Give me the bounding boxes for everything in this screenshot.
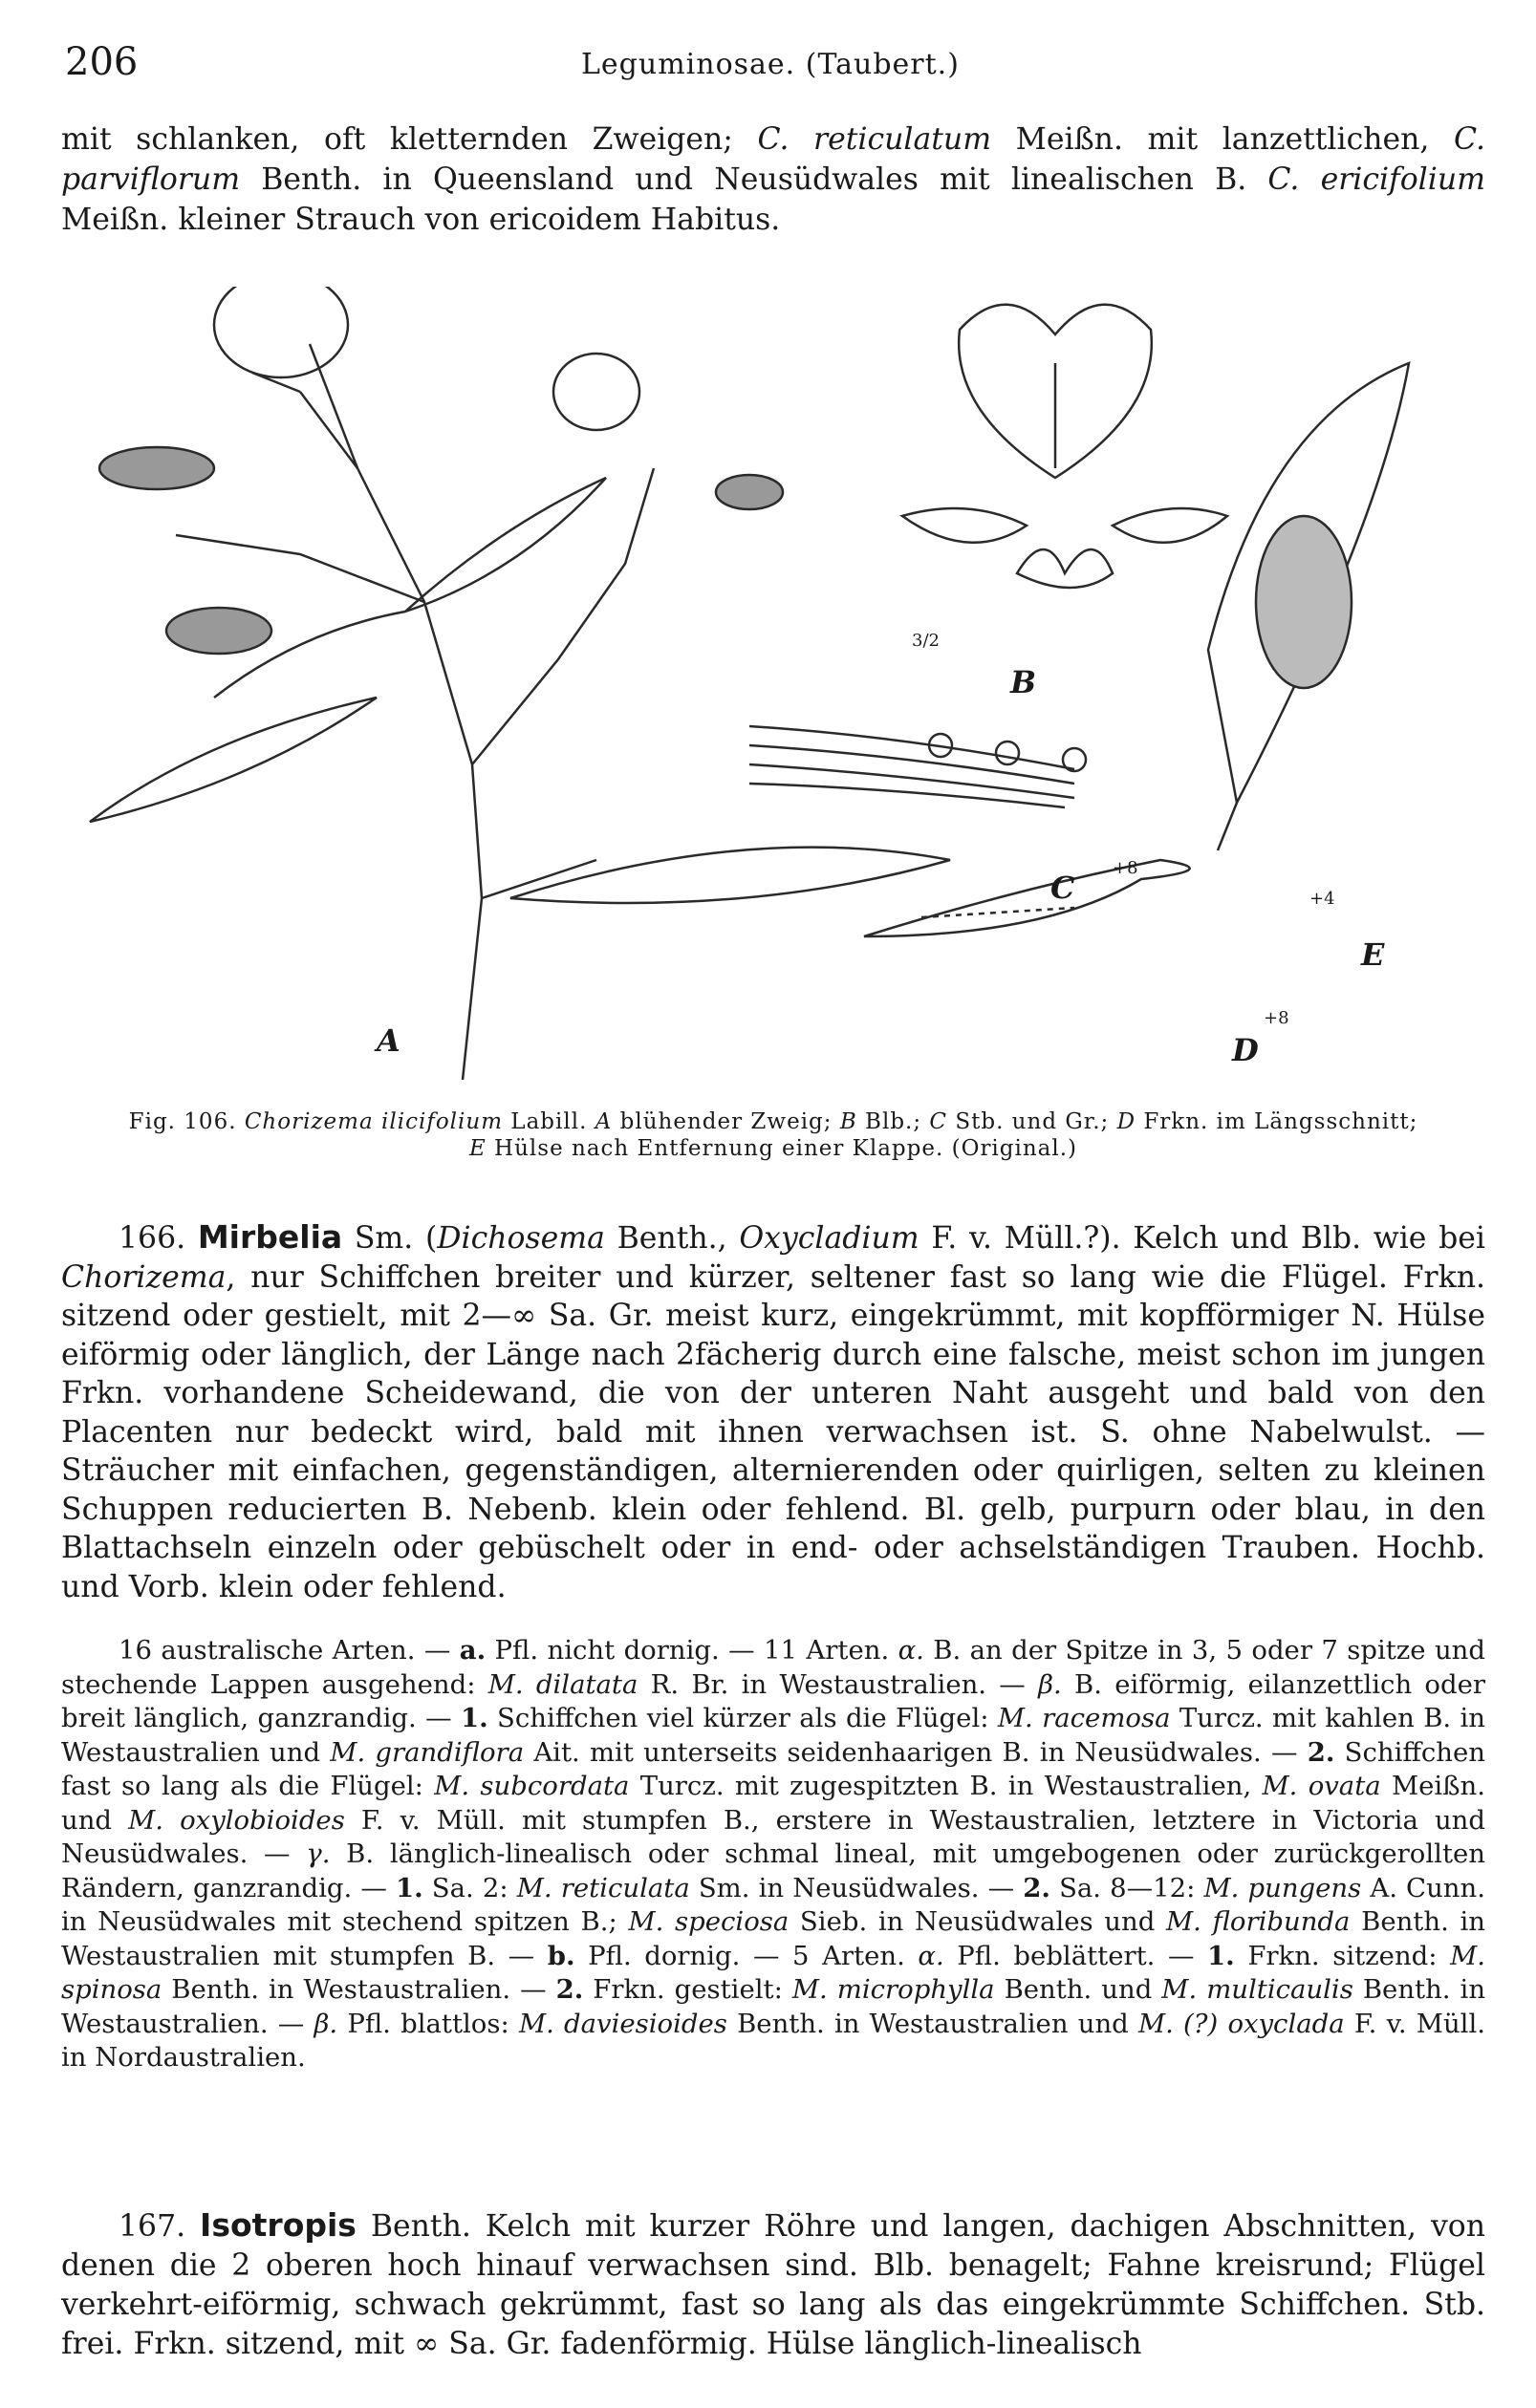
key-marker: α. — [918, 1940, 944, 1971]
genus-name: Mirbelia — [197, 1218, 343, 1256]
figure-label-b: B — [1010, 664, 1037, 700]
botanical-figure — [61, 287, 1476, 1089]
text-run: Labill. — [503, 1109, 595, 1134]
species-name: M. (?) oxyclada — [1137, 2008, 1345, 2039]
text-run: Sm. ( — [342, 1221, 438, 1256]
text-run: Benth. in Westaustralien. — — [61, 1974, 1486, 2039]
text-run: Sieb. in Neusüdwales und — [789, 1906, 1166, 1937]
text-run: Pfl. blattlos: — [337, 2008, 519, 2039]
text-run: F. v. Müll.?). Kelch und Blb. wie bei — [919, 1221, 1486, 1256]
scale-c: +8 — [1113, 858, 1138, 878]
figure-illustration — [61, 287, 1476, 1089]
text-run: Benth. und — [994, 1974, 1162, 2005]
species-name: M. daviesioides — [518, 2008, 727, 2039]
figure-label-e: E — [1361, 936, 1385, 973]
intro-paragraph — [61, 119, 1485, 240]
species-name: M. oxylobioides — [128, 1804, 345, 1836]
species-name: C. parviflorum — [61, 122, 1486, 197]
text-run: Meißn. und — [61, 1771, 1486, 1836]
pod-illustration — [1208, 363, 1409, 850]
text-run: B. an der Spitze in 3, 5 oder 7 spitze und stechende Lappen ausgehend: — [61, 1635, 1485, 1700]
key-marker: β. — [314, 2008, 338, 2039]
petals-illustration — [902, 305, 1227, 588]
text-run: B. eiförmig, eilanzettlich oder breit länglich, ganzrandig. — — [61, 1668, 1486, 1733]
species-name: M. dilatata — [487, 1668, 638, 1700]
species-name: M. floribunda — [1166, 1906, 1351, 1937]
text-run: Sa. 2: — [422, 1872, 517, 1903]
species-name: M. speciosa — [628, 1906, 790, 1937]
key-marker: 2. — [1307, 1736, 1335, 1768]
text-run: Turcz. mit kahlen B. in Westaustralien und — [61, 1703, 1486, 1768]
key-marker: 1. — [395, 1872, 423, 1903]
scale-d: +8 — [1264, 1008, 1289, 1028]
species-name: M. multicaulis — [1161, 1974, 1353, 2005]
genus-166-paragraph — [61, 1218, 1485, 1606]
text-run: Benth., — [604, 1221, 740, 1256]
text-run: 16 australische Arten. — — [119, 1635, 460, 1666]
running-title: Leguminosae. (Taubert.) — [581, 48, 960, 81]
ovary-section-illustration — [864, 860, 1190, 936]
text-run: Ait. mit unterseits seidenhaarigen B. in Neusüdwales. — — [524, 1736, 1308, 1768]
species-name: M. pungens — [1203, 1872, 1362, 1903]
text-run: Benth. in Westaustralien. — — [162, 1974, 556, 2005]
key-marker: 1. — [460, 1703, 488, 1733]
text-run: , nur Schiffchen breiter und kürzer, seltener fast so lang wie die Flügel. Frkn. sitzend oder gestielt, mit 2—∞ Sa. Gr. meist kurz, eingekrümmt, mit kopfförmiger N. Hülse eiförmig oder länglich, der Länge nach 2fächerig durch eine falsche, meist schon im jungen Frkn. vorhandene Scheidewand, die von der unteren Naht ausgeht und bald von den Placenten nur bedeckt wird, bald mit ihnen verwachsen ist. S. ohne Nabelwulst. — Sträucher mit einfachen, gegenständigen, alternierenden oder quirligen, selten zu kleinen Schuppen reducierten B. Nebenb. klein oder fehlend. Bl. gelb, purpurn oder blau, in den Blattachseln einzeln oder gebüschelt oder in end- oder achselständigen Trauben. Hochb. und Vorb. klein oder fehlend. — [61, 1259, 1485, 1604]
species-name: M. grandiflora — [330, 1736, 525, 1768]
figure-number: Fig. 106. — [128, 1109, 237, 1134]
genus-number: 166. — [119, 1221, 186, 1256]
text-run: Benth. Kelch mit kurzer Röhre und langen, dachigen Abschnitten, von denen die 2 oberen hoch hinauf verwachsen sind. Blb. benagelt; Fahne kreisrund; Flügel verkehrt-eiförmig, schwach gekrümmt, fast so lang als das eingekrümmte Schiffchen. Stb. frei. Frkn. sitzend, mit ∞ Sa. Gr. fadenförmig. Hülse länglich-linealisch — [61, 2209, 1486, 2361]
text-run: Benth. in Westaustralien und — [726, 2008, 1138, 2039]
caption-letter: E — [468, 1136, 487, 1161]
caption-species: Chorizema ilicifolium — [244, 1109, 503, 1134]
species-key-paragraph — [61, 1634, 1485, 2075]
key-marker: 1. — [1207, 1940, 1235, 1971]
species-name: C. ericifolium — [1267, 162, 1485, 197]
species-name: M. spinosa — [61, 1940, 1485, 2005]
caption-letter: B — [839, 1109, 857, 1134]
text-run: Meißn. kleiner Strauch von ericoidem Habitus. — [61, 203, 781, 237]
text-run: Pfl. beblättert. — — [943, 1940, 1208, 1971]
synonym: Dichosema — [437, 1221, 605, 1256]
page-header — [65, 40, 1480, 97]
species-name: M. microphylla — [791, 1974, 995, 2005]
text-run: Frkn. gestielt: — [583, 1974, 792, 2005]
text-run: Pfl. nicht dornig. — 11 Arten. — [486, 1635, 898, 1666]
text-run: Schiffchen fast so lang als die Flügel: — [61, 1736, 1485, 1801]
caption-letter: D — [1116, 1109, 1136, 1134]
genus-number: 167. — [119, 2209, 186, 2244]
text-run: A. Cunn. in Neusüdwales mit stechend spitzen B.; — [61, 1872, 1485, 1937]
text-run: mit schlanken, oft kletternden Zweigen; — [61, 122, 758, 157]
species-name: M. reticulata — [516, 1872, 690, 1903]
page-number: 206 — [65, 40, 139, 84]
text-run: Sa. 8—12: — [1049, 1872, 1204, 1903]
flowering-branch-illustration — [90, 287, 950, 1080]
genus-167-paragraph — [61, 2205, 1485, 2364]
stamens-illustration — [749, 726, 1086, 807]
text-run: Blb.; — [856, 1109, 930, 1134]
text-run: Stb. und Gr.; — [947, 1109, 1117, 1134]
figure-label-a: A — [377, 1022, 400, 1059]
text-run: Schiffchen viel kürzer als die Flügel: — [487, 1703, 998, 1733]
key-marker: b. — [547, 1940, 575, 1971]
figure-label-c: C — [1050, 870, 1075, 906]
text-run: Frkn. im Längsschnitt; — [1136, 1109, 1418, 1134]
text-run: R. Br. in Westaustralien. — — [638, 1668, 1039, 1700]
text-run: Hülse nach Entfernung einer Klappe. (Original.) — [486, 1136, 1078, 1161]
caption-letter: A — [595, 1109, 613, 1134]
text-run: blühender Zweig; — [612, 1109, 840, 1134]
text-run: Frkn. sitzend: — [1234, 1940, 1451, 1971]
species-name: M. ovata — [1262, 1771, 1381, 1801]
text-run: F. v. Müll. in Nordaustralien. — [61, 2008, 1485, 2073]
scale-b: 3/2 — [912, 631, 940, 651]
text-run: B. länglich-linealisch oder schmal lineal, mit umgebogenen oder zurückgerollten Rändern, ganzrandig. — — [61, 1838, 1485, 1903]
species-name: C. reticulatum — [757, 122, 992, 157]
caption-letter: C — [929, 1109, 948, 1134]
figure-caption — [61, 1108, 1485, 1162]
synonym: Oxycladium — [739, 1221, 919, 1256]
text-run: Pfl. dornig. — 5 Arten. — [574, 1940, 919, 1971]
scale-e: +4 — [1309, 889, 1335, 909]
key-marker: α. — [898, 1635, 924, 1666]
key-marker: 2. — [555, 1974, 584, 2005]
key-marker: β. — [1038, 1668, 1062, 1700]
genus-name: Isotropis — [200, 2206, 357, 2244]
figure-label-d: D — [1232, 1032, 1259, 1068]
text-run: Sm. in Neusüdwales. — — [689, 1872, 1024, 1903]
key-marker: a. — [459, 1635, 487, 1666]
text-run: F. v. Müll. mit stumpfen B., erstere in Westaustralien, letztere in Victoria und Neusüdwales. — — [61, 1804, 1485, 1869]
synonym: Chorizema — [61, 1259, 227, 1295]
text-run: Turcz. mit zugespitzten B. in Westaustralien, — [629, 1771, 1263, 1801]
key-marker: 2. — [1023, 1872, 1050, 1903]
text-run: Benth. in Westaustralien mit stumpfen B. — — [61, 1906, 1485, 1971]
text-run: Benth. in Queensland und Neusüdwales mit linealischen B. — [240, 162, 1268, 197]
species-name: M. subcordata — [434, 1771, 630, 1801]
key-marker: γ. — [306, 1838, 331, 1869]
text-run: Meißn. mit lanzettlichen, — [991, 122, 1455, 157]
species-name: M. racemosa — [997, 1703, 1171, 1733]
